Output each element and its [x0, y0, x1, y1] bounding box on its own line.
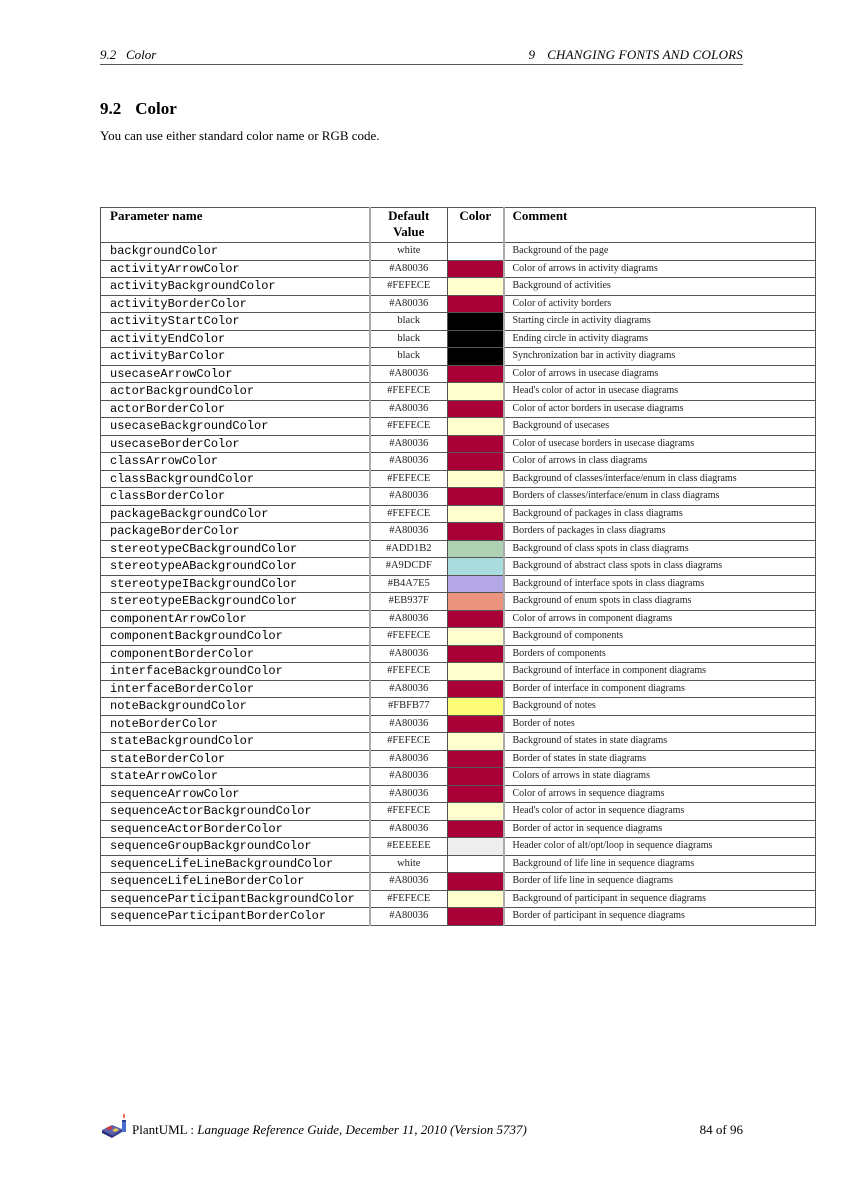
default-value: #A80036 [370, 295, 448, 313]
table-row [101, 628, 816, 646]
comment: Color of actor borders in usecase diagrams [504, 400, 816, 418]
parameter-name: interfaceBackgroundColor [101, 663, 370, 681]
header-parameter-name: Parameter name [101, 208, 370, 243]
color-swatch [448, 558, 503, 575]
table-row [101, 330, 816, 348]
color-cell [448, 750, 504, 768]
color-cell [448, 838, 504, 856]
color-swatch [448, 751, 503, 768]
table-row [101, 645, 816, 663]
color-cell [448, 715, 504, 733]
comment: Background of notes [504, 698, 816, 716]
comment: Background of classes/interface/enum in class diagrams [504, 470, 816, 488]
table-body [101, 243, 816, 926]
color-cell [448, 785, 504, 803]
default-value: black [370, 330, 448, 348]
section-heading [100, 98, 177, 120]
table-row [101, 260, 816, 278]
color-swatch [448, 803, 503, 820]
comment: Head's color of actor in sequence diagrams [504, 803, 816, 821]
color-swatch [448, 838, 503, 855]
color-swatch [448, 488, 503, 505]
color-cell [448, 243, 504, 261]
comment: Color of usecase borders in usecase diagrams [504, 435, 816, 453]
color-swatch [448, 873, 503, 890]
comment: Border of participant in sequence diagrams [504, 908, 816, 926]
color-swatch [448, 698, 503, 715]
intro-paragraph: You can use either standard color name or RGB code. [100, 128, 380, 143]
default-value: #A80036 [370, 785, 448, 803]
default-value: #A80036 [370, 365, 448, 383]
table-row [101, 768, 816, 786]
color-swatch [448, 401, 503, 418]
table-row [101, 680, 816, 698]
parameter-name: sequenceLifeLineBackgroundColor [101, 855, 370, 873]
parameter-name: sequenceLifeLineBorderColor [101, 873, 370, 891]
parameter-name: componentBorderColor [101, 645, 370, 663]
table-row [101, 488, 816, 506]
parameter-name: usecaseArrowColor [101, 365, 370, 383]
color-cell [448, 558, 504, 576]
color-swatch [448, 821, 503, 838]
default-value: #A80036 [370, 908, 448, 926]
table-header-row [101, 208, 816, 243]
color-swatch [448, 313, 503, 330]
default-value: #A80036 [370, 715, 448, 733]
comment: Background of enum spots in class diagrams [504, 593, 816, 611]
parameter-name: activityEndColor [101, 330, 370, 348]
running-header-chapter-number: 9 [528, 47, 536, 62]
parameter-name: stereotypeCBackgroundColor [101, 540, 370, 558]
default-value: #A80036 [370, 680, 448, 698]
header-default-value [370, 208, 448, 243]
default-value: #A80036 [370, 400, 448, 418]
parameter-name: activityBarColor [101, 348, 370, 366]
default-value: #FEFECE [370, 663, 448, 681]
color-cell [448, 593, 504, 611]
color-cell [448, 295, 504, 313]
color-cell [448, 383, 504, 401]
color-cell [448, 540, 504, 558]
parameter-name: packageBackgroundColor [101, 505, 370, 523]
color-swatch [448, 296, 503, 313]
color-swatch [448, 261, 503, 278]
comment: Color of arrows in usecase diagrams [504, 365, 816, 383]
parameter-name: sequenceParticipantBackgroundColor [101, 890, 370, 908]
color-cell [448, 330, 504, 348]
table-row [101, 593, 816, 611]
color-swatch [448, 716, 503, 733]
default-value: #A80036 [370, 645, 448, 663]
table-row [101, 435, 816, 453]
table-row [101, 733, 816, 751]
table-row [101, 523, 816, 541]
table-row [101, 278, 816, 296]
table-row [101, 908, 816, 926]
comment: Background of life line in sequence diagrams [504, 855, 816, 873]
header-comment: Comment [504, 208, 816, 243]
color-swatch [448, 786, 503, 803]
running-header-chapter [528, 46, 743, 64]
table-row [101, 505, 816, 523]
header-default-line2: Value [393, 224, 425, 239]
parameter-name: backgroundColor [101, 243, 370, 261]
table-row [101, 610, 816, 628]
color-swatch [448, 628, 503, 645]
comment: Borders of classes/interface/enum in class diagrams [504, 488, 816, 506]
comment: Color of arrows in class diagrams [504, 453, 816, 471]
comment: Border of actor in sequence diagrams [504, 820, 816, 838]
comment: Border of states in state diagrams [504, 750, 816, 768]
default-value: #A80036 [370, 768, 448, 786]
color-swatch [448, 611, 503, 628]
parameter-name: componentBackgroundColor [101, 628, 370, 646]
color-swatch [448, 418, 503, 435]
comment: Synchronization bar in activity diagrams [504, 348, 816, 366]
page-number: 84 of 96 [699, 1122, 743, 1137]
comment: Colors of arrows in state diagrams [504, 768, 816, 786]
comment: Border of interface in component diagrams [504, 680, 816, 698]
default-value: #FEFECE [370, 470, 448, 488]
running-header-section: 9.2 Color [100, 47, 157, 62]
footer-title [132, 1118, 527, 1142]
default-value: #FEFECE [370, 733, 448, 751]
default-value: black [370, 348, 448, 366]
color-swatch [448, 366, 503, 383]
footer-brand: PlantUML : [132, 1122, 198, 1137]
default-value: #ADD1B2 [370, 540, 448, 558]
page-footer [100, 1118, 743, 1142]
table-row [101, 295, 816, 313]
default-value: white [370, 243, 448, 261]
color-swatch [448, 348, 503, 365]
default-value: #A80036 [370, 610, 448, 628]
color-cell [448, 418, 504, 436]
table-row [101, 890, 816, 908]
parameter-name: noteBorderColor [101, 715, 370, 733]
parameter-name: actorBackgroundColor [101, 383, 370, 401]
comment: Color of arrows in sequence diagrams [504, 785, 816, 803]
comment: Border of notes [504, 715, 816, 733]
default-value: #FEFECE [370, 278, 448, 296]
parameter-name: sequenceArrowColor [101, 785, 370, 803]
table-row [101, 855, 816, 873]
color-cell [448, 820, 504, 838]
color-cell [448, 348, 504, 366]
comment: Borders of components [504, 645, 816, 663]
color-swatch [448, 733, 503, 750]
table-row [101, 453, 816, 471]
color-cell [448, 628, 504, 646]
table-row [101, 558, 816, 576]
table-row [101, 243, 816, 261]
color-cell [448, 768, 504, 786]
parameter-name: usecaseBorderColor [101, 435, 370, 453]
parameter-name: stereotypeABackgroundColor [101, 558, 370, 576]
parameter-name: componentArrowColor [101, 610, 370, 628]
table-row [101, 400, 816, 418]
parameter-name: classBackgroundColor [101, 470, 370, 488]
default-value: black [370, 313, 448, 331]
parameter-name: classArrowColor [101, 453, 370, 471]
color-cell [448, 523, 504, 541]
comment: Background of interface in component diagrams [504, 663, 816, 681]
color-cell [448, 453, 504, 471]
table-row [101, 698, 816, 716]
parameter-name: classBorderColor [101, 488, 370, 506]
color-swatch [448, 646, 503, 663]
default-value: white [370, 855, 448, 873]
color-cell [448, 470, 504, 488]
color-swatch [448, 506, 503, 523]
color-swatch [448, 768, 503, 785]
parameter-name: activityStartColor [101, 313, 370, 331]
color-swatch [448, 453, 503, 470]
color-cell [448, 435, 504, 453]
color-cell [448, 645, 504, 663]
table-row [101, 838, 816, 856]
plantuml-logo-icon [100, 1110, 130, 1140]
table-row [101, 785, 816, 803]
table-row [101, 470, 816, 488]
color-cell [448, 855, 504, 873]
running-header-chapter-title: CHANGING FONTS AND COLORS [547, 47, 743, 62]
color-swatch [448, 278, 503, 295]
default-value: #A80036 [370, 750, 448, 768]
table-row [101, 383, 816, 401]
comment: Ending circle in activity diagrams [504, 330, 816, 348]
parameter-name: noteBackgroundColor [101, 698, 370, 716]
parameter-name: sequenceGroupBackgroundColor [101, 838, 370, 856]
default-value: #A80036 [370, 873, 448, 891]
color-cell [448, 663, 504, 681]
comment: Background of activities [504, 278, 816, 296]
color-parameters-table [100, 207, 816, 926]
color-swatch [448, 663, 503, 680]
table-row [101, 663, 816, 681]
table-row [101, 820, 816, 838]
default-value: #B4A7E5 [370, 575, 448, 593]
color-swatch [448, 856, 503, 873]
comment: Background of abstract class spots in class diagrams [504, 558, 816, 576]
comment: Background of interface spots in class diagrams [504, 575, 816, 593]
default-value: #EEEEEE [370, 838, 448, 856]
color-cell [448, 400, 504, 418]
table-row [101, 803, 816, 821]
color-swatch [448, 436, 503, 453]
color-swatch [448, 243, 503, 260]
default-value: #FEFECE [370, 418, 448, 436]
parameter-name: sequenceActorBorderColor [101, 820, 370, 838]
color-cell [448, 313, 504, 331]
comment: Starting circle in activity diagrams [504, 313, 816, 331]
color-swatch [448, 541, 503, 558]
color-swatch [448, 383, 503, 400]
table-row [101, 750, 816, 768]
color-cell [448, 698, 504, 716]
table-row [101, 365, 816, 383]
parameter-name: sequenceActorBackgroundColor [101, 803, 370, 821]
comment: Background of participant in sequence diagrams [504, 890, 816, 908]
parameter-name: packageBorderColor [101, 523, 370, 541]
color-swatch [448, 471, 503, 488]
comment: Background of components [504, 628, 816, 646]
comment: Background of the page [504, 243, 816, 261]
table-row [101, 873, 816, 891]
color-cell [448, 488, 504, 506]
parameter-name: stateBorderColor [101, 750, 370, 768]
header-default-line1: Default [388, 208, 430, 223]
comment: Background of class spots in class diagrams [504, 540, 816, 558]
color-swatch [448, 593, 503, 610]
default-value: #EB937F [370, 593, 448, 611]
color-cell [448, 803, 504, 821]
parameter-name: stereotypeEBackgroundColor [101, 593, 370, 611]
default-value: #FEFECE [370, 383, 448, 401]
color-cell [448, 575, 504, 593]
comment: Border of life line in sequence diagrams [504, 873, 816, 891]
parameter-name: activityArrowColor [101, 260, 370, 278]
default-value: #FBFB77 [370, 698, 448, 716]
default-value: #A80036 [370, 488, 448, 506]
default-value: #FEFECE [370, 505, 448, 523]
color-cell [448, 610, 504, 628]
parameter-name: actorBorderColor [101, 400, 370, 418]
comment: Background of usecases [504, 418, 816, 436]
default-value: #FEFECE [370, 803, 448, 821]
color-cell [448, 873, 504, 891]
default-value: #A80036 [370, 820, 448, 838]
comment: Color of activity borders [504, 295, 816, 313]
color-swatch [448, 891, 503, 908]
color-cell [448, 278, 504, 296]
color-swatch [448, 523, 503, 540]
default-value: #FEFECE [370, 628, 448, 646]
comment: Color of arrows in activity diagrams [504, 260, 816, 278]
section-number: 9.2 [100, 99, 122, 118]
table-row [101, 715, 816, 733]
default-value: #A80036 [370, 260, 448, 278]
color-cell [448, 260, 504, 278]
parameter-name: stateArrowColor [101, 768, 370, 786]
default-value: #A80036 [370, 435, 448, 453]
comment: Header color of alt/opt/loop in sequence diagrams [504, 838, 816, 856]
comment: Color of arrows in component diagrams [504, 610, 816, 628]
header-color: Color [448, 208, 504, 243]
comment: Borders of packages in class diagrams [504, 523, 816, 541]
parameter-name: activityBorderColor [101, 295, 370, 313]
running-header [100, 46, 743, 65]
comment: Head's color of actor in usecase diagrams [504, 383, 816, 401]
table-row [101, 418, 816, 436]
color-cell [448, 365, 504, 383]
default-value: #A80036 [370, 453, 448, 471]
table-row [101, 313, 816, 331]
parameter-name: activityBackgroundColor [101, 278, 370, 296]
footer-subtitle: Language Reference Guide, December 11, 2010 (Version 5737) [197, 1122, 527, 1137]
parameter-name: stateBackgroundColor [101, 733, 370, 751]
parameter-name: interfaceBorderColor [101, 680, 370, 698]
color-cell [448, 733, 504, 751]
table-row [101, 540, 816, 558]
default-value: #FEFECE [370, 890, 448, 908]
table-row [101, 348, 816, 366]
section-title: Color [135, 99, 177, 118]
parameter-name: stereotypeIBackgroundColor [101, 575, 370, 593]
comment: Background of states in state diagrams [504, 733, 816, 751]
color-swatch [448, 908, 503, 925]
color-swatch [448, 681, 503, 698]
color-cell [448, 908, 504, 926]
parameter-name: sequenceParticipantBorderColor [101, 908, 370, 926]
color-cell [448, 890, 504, 908]
color-cell [448, 680, 504, 698]
table-row [101, 575, 816, 593]
color-swatch [448, 576, 503, 593]
comment: Background of packages in class diagrams [504, 505, 816, 523]
default-value: #A80036 [370, 523, 448, 541]
color-cell [448, 505, 504, 523]
default-value: #A9DCDF [370, 558, 448, 576]
color-swatch [448, 331, 503, 348]
parameter-name: usecaseBackgroundColor [101, 418, 370, 436]
